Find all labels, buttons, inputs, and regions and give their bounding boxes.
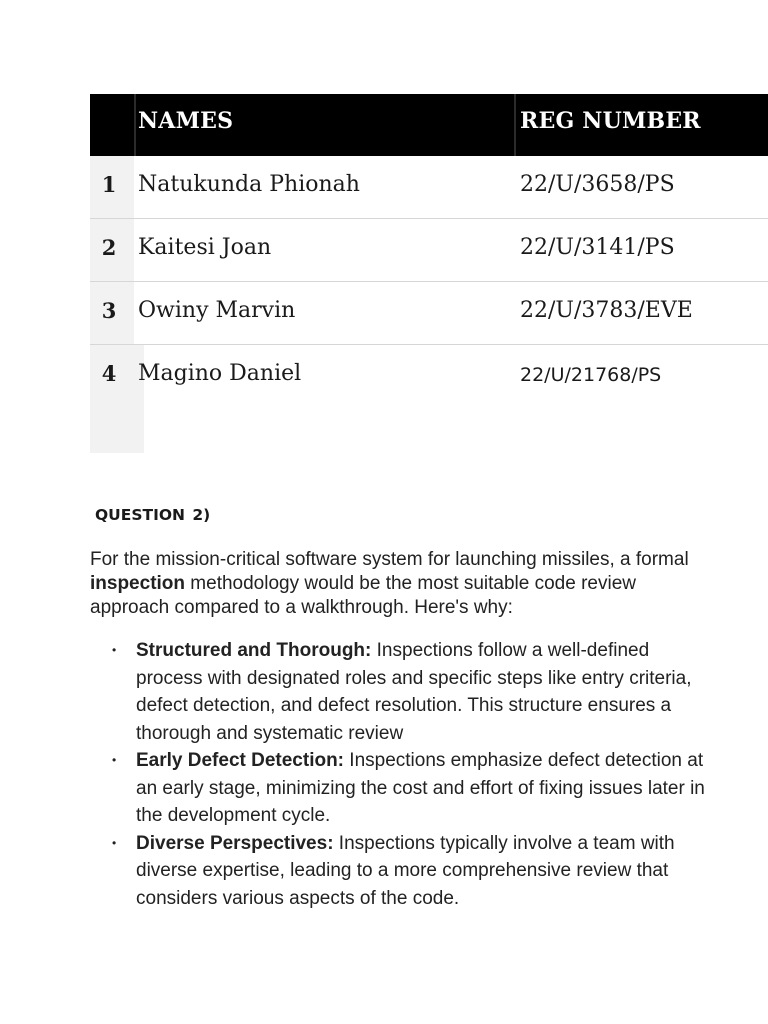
- names-header: NAMES: [138, 108, 234, 134]
- row-number: 2: [101, 235, 117, 260]
- question-heading: QUESTION 2): [95, 506, 211, 524]
- intro-text: For the mission-critical software system for launching missiles, a formal: [90, 549, 689, 570]
- reason-text: Inspections emphasize defect detection at an early stage, minimizing the cost and effort of fixing issues later in the development cycle.: [136, 750, 705, 826]
- row-number: 1: [101, 172, 117, 197]
- bullet-icon: •: [112, 643, 117, 657]
- bullet-icon: •: [112, 835, 117, 850]
- intro-paragraph: [90, 548, 700, 620]
- table-row: [90, 282, 768, 345]
- intro-text: methodology would be the most suitable code review approach compared to a walkthrough. Here's why:: [90, 573, 636, 618]
- list-item: [90, 637, 710, 747]
- header-divider: [514, 94, 516, 156]
- member-name: Kaitesi Joan: [138, 235, 272, 260]
- table-row: [90, 345, 768, 453]
- list-item: [90, 747, 710, 830]
- reason-text: Inspections follow a well-defined process with designated roles and specific steps like entry criteria, defect detection, and defect resolution. This structure ensures a thorough and systematic review: [136, 640, 692, 744]
- member-name: Magino Daniel: [138, 361, 302, 386]
- reg-number: 22/U/3141/PS: [520, 235, 675, 260]
- row-number: 3: [101, 298, 117, 323]
- reason-title: Diverse Perspectives:: [136, 832, 334, 854]
- reason-text: Inspections typically involve a team with diverse expertise, leading to a more comprehensive review that considers various aspects of the code.: [136, 832, 675, 909]
- reg-number-header: REG NUMBER: [520, 108, 701, 134]
- reg-number: 22/U/21768/PS: [520, 364, 662, 386]
- intro-bold-term: inspection: [90, 573, 186, 594]
- reason-title: Early Defect Detection:: [136, 750, 345, 771]
- reasons-list: [90, 637, 710, 912]
- member-name: Natukunda Phionah: [138, 172, 360, 197]
- reason-title: Structured and Thorough:: [136, 640, 372, 661]
- table-row: [90, 156, 768, 219]
- list-item: [90, 830, 710, 913]
- bullet-icon: •: [112, 753, 117, 767]
- reg-number: 22/U/3658/PS: [520, 172, 675, 197]
- members-table: [90, 94, 768, 453]
- row-number: 4: [101, 361, 117, 386]
- table-header-row: [90, 94, 768, 156]
- header-divider: [134, 94, 136, 156]
- member-name: Owiny Marvin: [138, 298, 296, 323]
- reg-number: 22/U/3783/EVE: [520, 298, 693, 323]
- table-row: [90, 219, 768, 282]
